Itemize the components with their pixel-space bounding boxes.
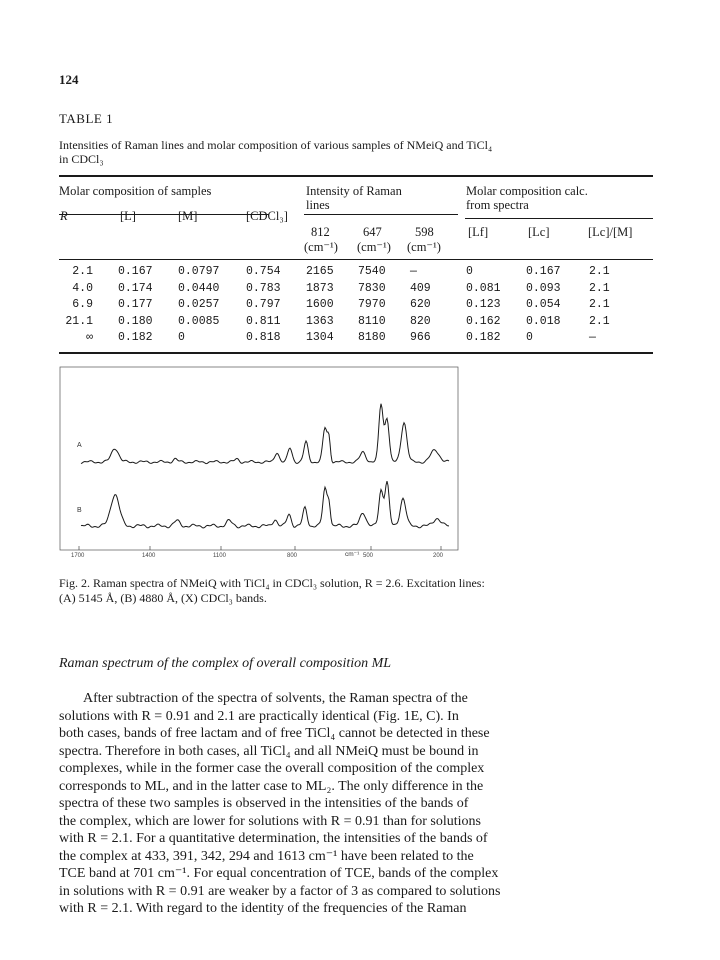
figure-caption xyxy=(59,576,659,606)
table-cell: 0.180 xyxy=(118,314,153,328)
intensity-group-header-2: lines xyxy=(306,198,330,212)
table-cell: 0 xyxy=(466,265,473,278)
table-cell: 7830 xyxy=(358,281,386,295)
table-cell: 2.1 xyxy=(589,281,610,295)
body-line: both cases, bands of free lactam and of free TiCl₄ cannot be detected in these xyxy=(59,726,490,741)
col-header-r: R xyxy=(60,209,68,223)
table-caption-line: in CDCl₃ xyxy=(59,152,104,166)
axis-tick-label: 1100 xyxy=(213,553,226,558)
table-cell: 1600 xyxy=(306,298,334,311)
table-bottom-rule xyxy=(59,352,653,354)
axis-tick-label: 1400 xyxy=(142,553,156,558)
trace-b-line xyxy=(81,481,449,528)
unit-header: (cm⁻¹) xyxy=(407,240,441,254)
table-cell: 6.9 xyxy=(72,298,93,311)
table-cell: 0.0797 xyxy=(178,265,220,278)
intensity-group-rule xyxy=(304,214,458,215)
axis-unit: cm⁻¹ xyxy=(345,551,360,558)
figure-caption-line: (A) 5145 Å, (B) 4880 Å, (X) CDCl₃ bands. xyxy=(59,591,267,605)
body-line: with R = 2.1. With regard to the identity of the frequencies of the Raman xyxy=(59,901,467,916)
intensity-group-header: Intensity of Raman xyxy=(306,184,402,198)
table-cell: 0.0085 xyxy=(178,314,220,328)
raman-spectrum-figure xyxy=(59,366,459,558)
body-line: TCE band at 701 cm⁻¹. For equal concentration of TCE, bands of the complex xyxy=(59,866,499,881)
table-cell: 0.167 xyxy=(118,265,153,278)
body-line: solutions with R = 0.91 and 2.1 are practically identical (Fig. 1E, C). In xyxy=(59,708,459,724)
table-cell: 2.1 xyxy=(589,298,610,311)
body-line: in solutions with R = 0.91 are weaker by a factor of 3 as compared to solutions xyxy=(59,883,501,899)
unit-header: (cm⁻¹) xyxy=(304,240,338,254)
table-cell: ∞ xyxy=(86,331,93,344)
table-top-rule xyxy=(59,175,653,177)
section-heading: Raman spectrum of the complex of overall composition ML xyxy=(59,656,392,671)
table-caption-line: Intensities of Raman lines and molar composition of various samples of NMeiQ and TiCl₄ xyxy=(59,138,493,152)
body-line: the complex at 433, 391, 342, 294 and 1613 cm⁻¹ have been related to the xyxy=(59,848,474,864)
table-caption xyxy=(59,138,659,166)
table-cell: 0.123 xyxy=(466,298,501,311)
table-cell: 966 xyxy=(410,331,431,344)
table-cell: 409 xyxy=(410,281,431,295)
table-cell: 0.167 xyxy=(526,265,561,278)
table-cell: 0 xyxy=(178,331,185,344)
table-cell: 2.1 xyxy=(589,265,610,278)
col-header-l: [L] xyxy=(120,209,136,223)
body-line: spectra of these two samples is observed in the intensities of the bands of xyxy=(59,796,469,811)
table-cell: 820 xyxy=(410,314,431,328)
table-cell: 0.174 xyxy=(118,281,153,295)
trace-label-b: B xyxy=(77,507,82,514)
calc-group-header: Molar composition calc. xyxy=(466,184,588,198)
table-cell: 0.0257 xyxy=(178,298,220,311)
table-cell: 21.1 xyxy=(65,314,93,328)
table-cell: 0.054 xyxy=(526,298,561,311)
body-line: complexes, while in the former case the overall composition of the complex xyxy=(59,761,485,776)
table-cell: 0.081 xyxy=(466,281,501,295)
unit-header: (cm⁻¹) xyxy=(357,240,391,254)
table-cell: 7970 xyxy=(358,298,386,311)
page-number: 124 xyxy=(59,72,79,87)
col-header-m: [M] xyxy=(178,209,198,223)
table-cell: 0.182 xyxy=(466,331,501,344)
table-cell: 0.093 xyxy=(526,281,561,295)
table-cell: 7540 xyxy=(358,265,386,278)
table-cell: 0.177 xyxy=(118,298,153,311)
body-line: the complex, which are lower for solutions with R = 0.91 than for solutions xyxy=(59,813,481,829)
trace-label-a: A xyxy=(77,442,82,449)
col-header-lc-m: [Lc]/[M] xyxy=(588,225,633,239)
table-cell: 8180 xyxy=(358,331,386,344)
table-cell: 8110 xyxy=(358,314,386,328)
col-header-647: 647 xyxy=(363,225,382,239)
table-cell: 1304 xyxy=(306,331,334,344)
table-cell: 0.0440 xyxy=(178,281,220,295)
col-header-598: 598 xyxy=(415,225,434,239)
calc-group-rule xyxy=(465,218,653,219)
table-cell: — xyxy=(410,265,417,278)
table-cell: 2165 xyxy=(306,265,334,278)
col-header-lc: [Lc] xyxy=(528,225,550,239)
table-cell: 0.783 xyxy=(246,281,281,295)
table-cell: 0.754 xyxy=(246,265,281,278)
table-cell: 1363 xyxy=(306,314,334,328)
axis-tick-label: 800 xyxy=(287,553,298,558)
figure-caption-line: Fig. 2. Raman spectra of NMeiQ with TiCl₄ in CDCl₃ solution, R = 2.6. Excitation lines: xyxy=(59,576,485,590)
table-cell: 0.162 xyxy=(466,314,501,328)
body-line: corresponds to ML, and in the latter case to ML₂. The only difference in the xyxy=(59,778,484,794)
table-cell: 0.811 xyxy=(246,314,281,328)
body-line: spectra. Therefore in both cases, all TiCl₄ and all NMeiQ must be bound in xyxy=(59,743,479,759)
samples-group-header: Molar composition of samples xyxy=(59,184,212,198)
col-header-lf: [Lf] xyxy=(468,225,489,239)
table-cell: 1873 xyxy=(306,281,334,295)
plot-frame xyxy=(60,367,458,550)
table-cell: 0 xyxy=(526,331,533,344)
table-header-rule xyxy=(59,259,653,260)
axis-tick-label: 1700 xyxy=(71,553,85,558)
table-cell: 0.797 xyxy=(246,298,281,311)
table-cell: 2.1 xyxy=(72,265,93,278)
col-header-812: 812 xyxy=(311,225,330,239)
table-cell: 0.818 xyxy=(246,331,281,344)
table-cell: 620 xyxy=(410,298,431,311)
body-line: with R = 2.1. For a quantitative determination, the intensities of the bands of xyxy=(59,831,488,846)
table-cell: 0.018 xyxy=(526,314,561,328)
table-cell: 2.1 xyxy=(589,314,610,328)
calc-group-header-2: from spectra xyxy=(466,198,529,212)
axis-tick-label: 500 xyxy=(363,553,374,558)
table-label: TABLE 1 xyxy=(59,111,114,126)
samples-group-rule xyxy=(59,214,269,215)
table-cell: — xyxy=(589,331,596,344)
table-cell: 4.0 xyxy=(72,281,93,295)
axis-tick-label: 200 xyxy=(433,553,444,558)
trace-a-line xyxy=(81,404,449,464)
body-line: After subtraction of the spectra of solvents, the Raman spectra of the xyxy=(83,691,468,706)
col-header-cdcl3: [CDCl₃] xyxy=(246,209,288,223)
table-cell: 0.182 xyxy=(118,331,153,344)
body-text xyxy=(59,690,665,918)
